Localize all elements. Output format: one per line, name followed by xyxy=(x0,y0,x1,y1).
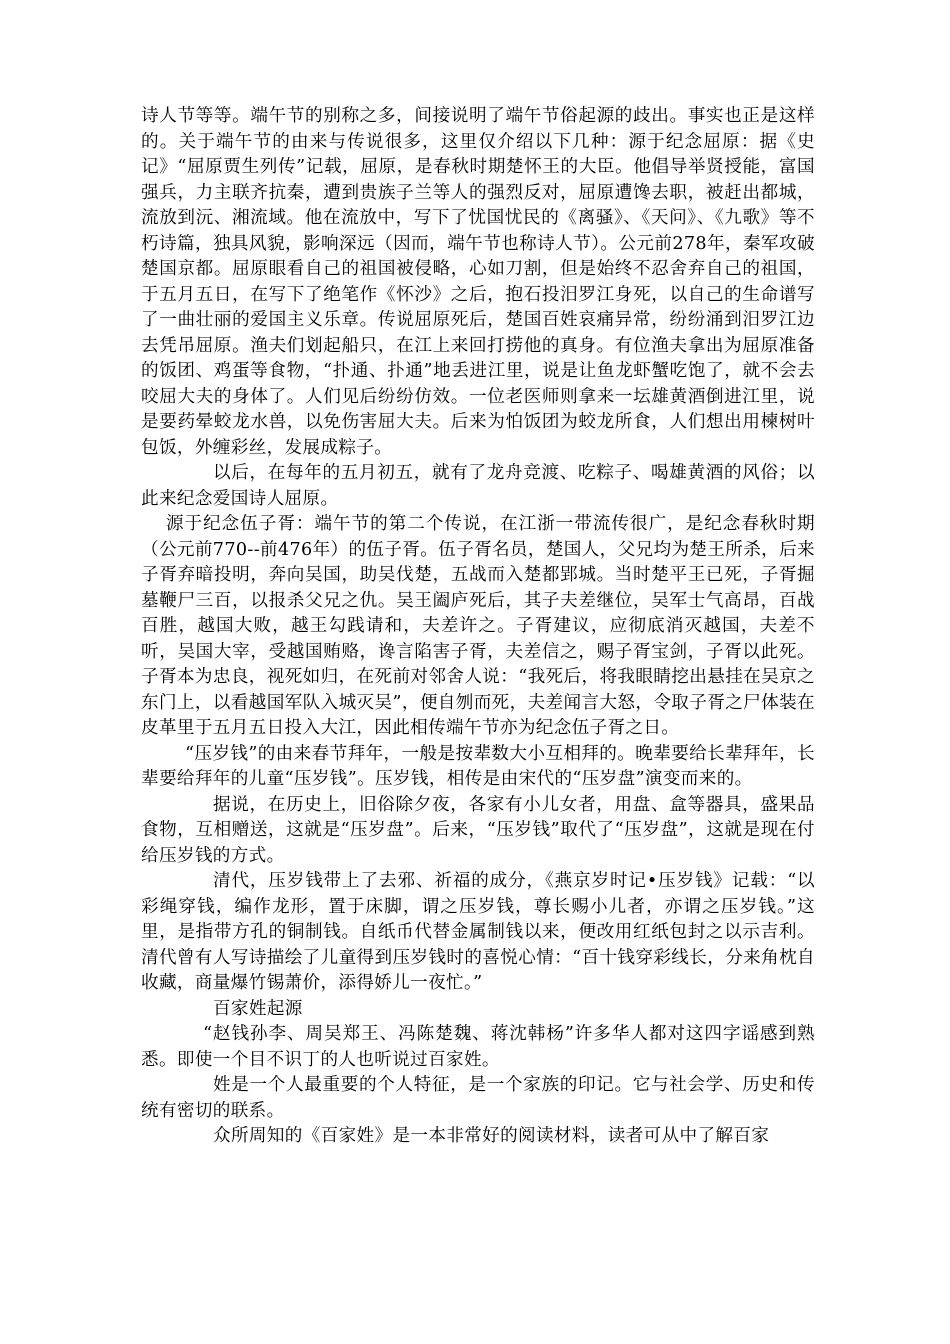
paragraph-yasuipan: 据说，在历史上，旧俗除夕夜，各家有小儿女者，用盘、盒等器具，盛果品食物，互相赠送，这就是“压岁盘”。后来，“压岁钱”取代了“压岁盘”，这就是现在付给压岁钱的方式。 xyxy=(141,794,815,866)
paragraph-wu-zixu: 源于纪念伍子胥：端午节的第二个传说，在江浙一带流传很广，是纪念春秋时期（公元前770--前476年）的伍子胥。伍子胥名员，楚国人，父兄均为楚王所杀，后来子胥弃暗投明，奔向吴国，助吴伐楚，五战而入楚都郢城。当时楚平王已死，子胥掘墓鞭尸三百，以报杀父兄之仇。吴王阖庐死后，其子夫差继位，吴军士气高昂，百战百胜，越国大败，越王勾践请和，夫差许之。子胥建议，应彻底消灭越国，夫差不听，吴国大宰，受越国贿赂，谗言陷害子胥，夫差信之，赐子胥宝剑，子胥以此死。子胥本为忠良，视死如归，在死前对邻舍人说：“我死后，将我眼睛挖出悬挂在吴京之东门上，以看越国军队入城灭吴”，便自刎而死，夫差闻言大怒，令取子胥之尸体装在皮革里于五月五日投入大江，因此相传端午节亦为纪念伍子胥之日。 xyxy=(141,514,815,738)
paragraph-baijiaxing-rhyme: “赵钱孙李、周吴郑王、冯陈楚魏、蒋沈韩杨”许多华人都对这四字谣感到熟悉。即使一个目不识丁的人也听说过百家姓。 xyxy=(141,1024,815,1070)
document-page xyxy=(141,104,815,1150)
section-heading-baijiaxing: 百家姓起源 xyxy=(213,998,303,1019)
paragraph-dragon-boat-customs: 以后，在每年的五月初五，就有了龙舟竞渡、吃粽子、喝雄黄酒的风俗；以此来纪念爱国诗人屈原。 xyxy=(141,463,815,509)
paragraph-qing-dynasty-yasuiqian: 清代，压岁钱带上了去邪、祈福的成分，《燕京岁时记•压岁钱》记载：“以彩绳穿钱，编作龙形，置于床脚，谓之压岁钱，尊长赐小儿者，亦谓之压岁钱。”这里，是指带方孔的铜制钱。自纸币代替金属制钱以来，便改用红纸包封之以示吉利。清代曾有人写诗描绘了儿童得到压岁钱时的喜悦心情：“百十钱穿彩线长，分来角枕自收藏，商量爆竹锡萧价，添得娇儿一夜忙。” xyxy=(141,871,815,993)
paragraph-yasuiqian-origin: “压岁钱”的由来春节拜年，一般是按辈数大小互相拜的。晚辈要给长辈拜年，长辈要给拜年的儿童“压岁钱”。压岁钱，相传是由宋代的“压岁盘”演变而来的。 xyxy=(141,743,815,789)
paragraph-baijiaxing-book: 众所周知的《百家姓》是一本非常好的阅读材料，读者可从中了解百家 xyxy=(213,1126,770,1146)
paragraph-surname-importance: 姓是一个人最重要的个人特征，是一个家族的印记。它与社会学、历史和传统有密切的联系。 xyxy=(141,1075,815,1121)
paragraph-duanwu-qu-yuan: 诗人节等等。端午节的别称之多，间接说明了端午节俗起源的歧出。事实也正是这样的。关于端午节的由来与传说很多，这里仅介绍以下几种：源于纪念屈原：据《史记》“屈原贾生列传”记载，屈原，是春秋时期楚怀王的大臣。他倡导举贤授能，富国强兵，力主联齐抗秦，遭到贵族子兰等人的强烈反对，屈原遭馋去职，被赶出都城，流放到沅、湘流域。他在流放中，写下了忧国忧民的《离骚》、《天问》、《九歌》等不朽诗篇，独具风貌，影响深远（因而，端午节也称诗人节）。公元前278年，秦军攻破楚国京都。屈原眼看自己的祖国被侵略，心如刀割，但是始终不忍舍弃自己的祖国，于五月五日，在写下了绝笔作《怀沙》之后，抱石投汨罗江身死，以自己的生命谱写了一曲壮丽的爱国主义乐章。传说屈原死后，楚国百姓哀痛异常，纷纷涌到汨罗江边去凭吊屈原。渔夫们划起船只，在江上来回打捞他的真身。有位渔夫拿出为屈原准备的饭团、鸡蛋等食物，“扑通、扑通”地丢进江里，说是让鱼龙虾蟹吃饱了，就不会去咬屈大夫的身体了。人们见后纷纷仿效。一位老医师则拿来一坛雄黄酒倒进江里，说是要药晕蛟龙水兽，以免伤害屈大夫。后来为怕饭团为蛟龙所食，人们想出用楝树叶包饭，外缠彩丝，发展成粽子。 xyxy=(141,106,815,458)
